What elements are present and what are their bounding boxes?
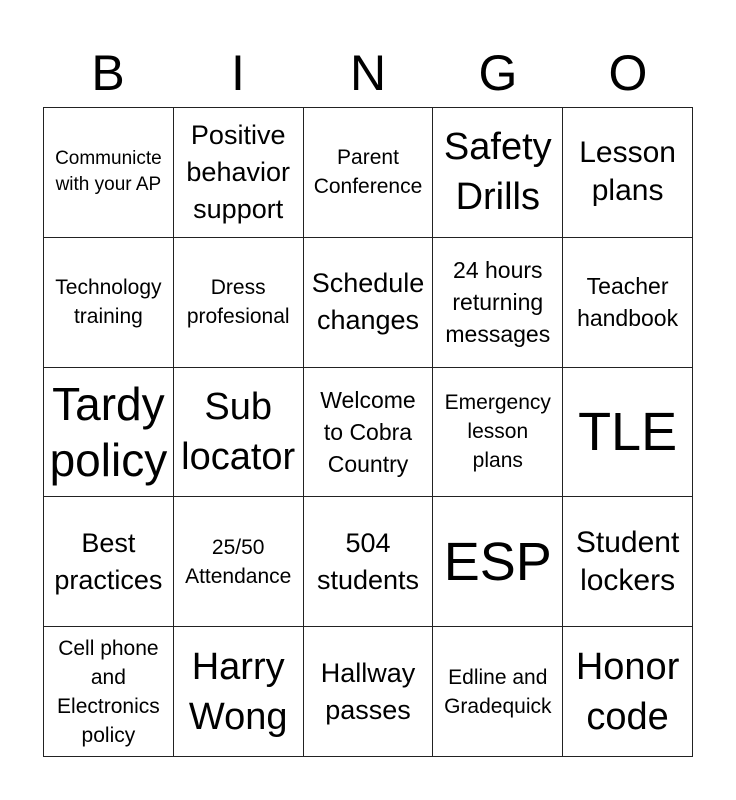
- bingo-cell-text: Hallway passes: [320, 657, 416, 725]
- bingo-cell-r4c4[interactable]: [433, 497, 563, 627]
- bingo-cell-r3c4[interactable]: [433, 368, 563, 498]
- bingo-cell-r2c3[interactable]: [304, 238, 434, 368]
- bingo-cell-text: Cell phone and Electronics policy: [57, 636, 160, 747]
- bingo-cell-text: Lesson plans: [579, 136, 676, 208]
- header-letter-n: N: [349, 45, 387, 101]
- bingo-cell-r1c4[interactable]: [433, 108, 563, 238]
- bingo-cell-r1c5[interactable]: [563, 108, 693, 238]
- bingo-cell-text: 25/50 Attendance: [185, 535, 292, 588]
- bingo-cell-text: Welcome to Cobra Country: [320, 386, 416, 477]
- bingo-cell-text: Communicte with your AP: [55, 148, 162, 196]
- bingo-cell-r4c2[interactable]: [174, 497, 304, 627]
- bingo-cell-text: Schedule changes: [311, 268, 425, 336]
- bingo-cell-r5c5[interactable]: [563, 627, 693, 757]
- bingo-cell-r4c1[interactable]: [44, 497, 174, 627]
- bingo-cell-r1c3[interactable]: [304, 108, 434, 238]
- header-letter-o: O: [608, 45, 648, 101]
- header-letter-i: I: [231, 45, 245, 101]
- bingo-cell-r5c3[interactable]: [304, 627, 434, 757]
- header-letter-g: G: [478, 45, 518, 101]
- bingo-cell-text: TLE: [578, 401, 678, 462]
- bingo-cell-text: Honor code: [575, 645, 680, 738]
- bingo-cell-text: ESP: [443, 531, 552, 592]
- bingo-cell-r4c3[interactable]: [304, 497, 434, 627]
- bingo-cell-text: Technology training: [55, 276, 162, 329]
- bingo-cell-r1c1[interactable]: [44, 108, 174, 238]
- bingo-cell-r4c5[interactable]: [563, 497, 693, 627]
- bingo-cell-text: Student lockers: [575, 525, 680, 597]
- bingo-cell-text: Tardy policy: [49, 377, 168, 486]
- bingo-cell-text: Harry Wong: [188, 645, 288, 738]
- bingo-cell-r3c2[interactable]: [174, 368, 304, 498]
- bingo-cell-text: Positive behavior support: [186, 119, 290, 224]
- bingo-cell-text: Sub locator: [181, 385, 296, 478]
- bingo-cell-text: Dress profesional: [186, 276, 290, 329]
- bingo-cell-r3c5[interactable]: [563, 368, 693, 498]
- bingo-cell-text: Emergency lesson plans: [444, 391, 551, 473]
- bingo-cell-r5c4[interactable]: [433, 627, 563, 757]
- bingo-cell-r5c1[interactable]: [44, 627, 174, 757]
- bingo-cell-r2c4[interactable]: [433, 238, 563, 368]
- bingo-cell-text: 504 students: [316, 527, 420, 595]
- bingo-cell-r5c2[interactable]: [174, 627, 304, 757]
- header-letter-b: B: [91, 45, 125, 101]
- bingo-header: [43, 40, 693, 106]
- bingo-cell-r2c1[interactable]: [44, 238, 174, 368]
- bingo-cell-text: Edline and Gradequick: [444, 665, 552, 718]
- bingo-cell-text: Best practices: [54, 527, 163, 595]
- bingo-cell-r2c2[interactable]: [174, 238, 304, 368]
- bingo-cell-text: Parent Conference: [313, 146, 423, 199]
- bingo-cell-r1c2[interactable]: [174, 108, 304, 238]
- bingo-cell-text: 24 hours returning messages: [445, 257, 551, 348]
- bingo-cell-text: Safety Drills: [443, 126, 552, 219]
- bingo-cell-r2c5[interactable]: [563, 238, 693, 368]
- bingo-cell-text: Teacher handbook: [577, 273, 679, 332]
- bingo-cell-r3c1[interactable]: [44, 368, 174, 498]
- bingo-card-grid: [43, 107, 693, 757]
- bingo-cell-r3c3[interactable]: [304, 368, 434, 498]
